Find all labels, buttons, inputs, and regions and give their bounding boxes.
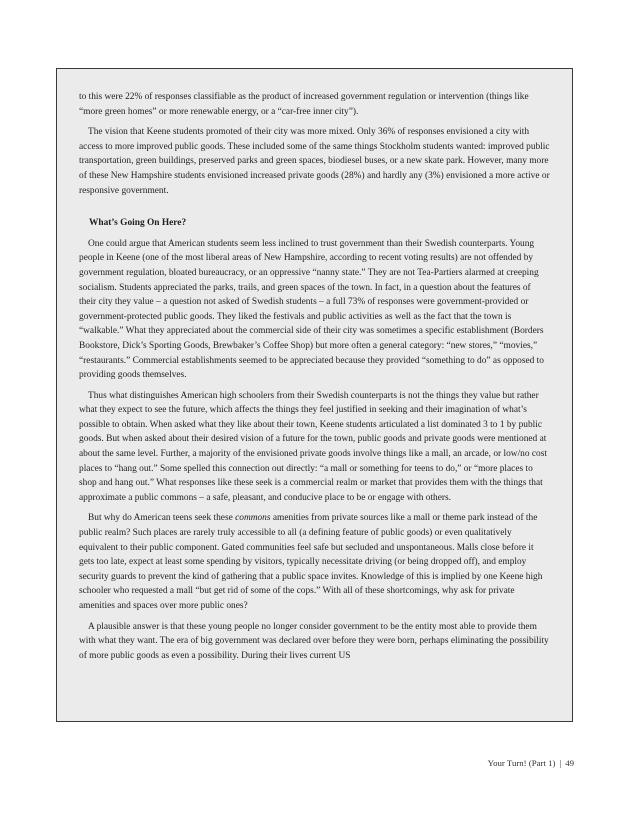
emphasis-commons: commons bbox=[235, 513, 271, 524]
text-run: amenities from private sources like a mall or theme park instead of the public realm? Such places are rarely truly accessible to all (a defining feature of public goods) or even qualitatively equivalent to their public component. Gated communities feel safe but secluded and unspontaneous. Malls close before it gets too late, expect at least some spending by visitors, typically necessitate driving (or being dropped off), and employ security guards to prevent the kind of gathering that a public space invites. Knowledge of this is implied by one Keene high schooler who requested a mall “but get rid of some of the cops.” With all of these shortcomings, why ask for private amenities and spaces over more public ones? bbox=[79, 513, 543, 611]
paragraph-keene-vision: The vision that Keene students promoted of their city was more mixed. Only 36% of responses envisioned a city with access to more improved public goods. These included some of the same things Stockholm students wanted: improved public transportation, green buildings, preserved parks and green spaces, biodiesel buses, or a new skate park. However, many more of these New Hampshire students envisioned increased private goods (28%) and hardly any (3%) envisioned a more active or responsive government. bbox=[79, 127, 550, 196]
sidebar-panel bbox=[56, 68, 573, 722]
running-title: Your Turn! (Part 1) bbox=[487, 758, 556, 768]
paragraph-trust-government: One could argue that American students seem less inclined to trust government than their Swedish counterparts. Young people in Keene (one of the most liberal areas of New Hampshire, according to recent voting results) are not offended by government regulation, bloated bureaucracy, or an oppressive “nanny state.” They are not Tea-Partiers alarmed at creeping socialism. Students appreciated the parks, trails, and green spaces of the town. In fact, in a question about the features of their city they value – a question not asked of Swedish students – a full 73% of responses were government-provided or government-protected public goods. They liked the festivals and public activities as well as the fact that the town is “walkable.” What they appreciated about the commercial side of their city was sometimes a specific establishment (Borders Bookstore, Dick’s Sporting Goods, Brewbaker’s Coffee Shop) but more often a general category: “new stores,” “movies,” “restaurants.” Commercial establishments seemed to be appreciated because they provided “something to do” as opposed to providing goods themselves. bbox=[79, 238, 544, 381]
paragraph-continued: to this were 22% of responses classifiable as the product of increased government regulation or intervention (things like “more green homes” or more renewable energy, or a “car-free inner city”). bbox=[79, 92, 529, 117]
paragraph-plausible-answer: A plausible answer is that these young people no longer consider government to be the entity most able to provide them with what they want. The era of big government was declared over before they were born, perhaps eliminating the possibility of more public goods as even a possibility. During their lives current US bbox=[79, 621, 549, 661]
text-run: But why do American teens seek these bbox=[88, 513, 236, 524]
paragraph-why-private bbox=[79, 511, 550, 613]
page-number: 49 bbox=[565, 758, 574, 768]
section-heading: What’s Going On Here? bbox=[89, 218, 187, 229]
footer-separator: | bbox=[559, 758, 562, 768]
paragraph-distinguishes: Thus what distinguishes American high schoolers from their Swedish counterparts is not the things they value but rather what they expect to see the future, which affects the things they feel justified in seeking and their imagination of what’s possible to obtain. When asked what they like about their town, Keene students articulated a list dominated 3 to 1 by public goods. But when asked about their desired vision of a future for the town, public goods and private goods were mentioned at about the same level. Further, a majority of the envisioned private goods involve things like a mall, an arcade, or low/no cost places to “hang out.” Some spelled this connection out directly: “a mall or something for teens to do,” or “more places to shop and hang out.” What responses like these seek is a commercial realm or market that provides them with the things that approximate a public commons – a safe, pleasant, and conducive place to be or engage with others. bbox=[79, 390, 547, 503]
page-footer bbox=[488, 757, 574, 769]
